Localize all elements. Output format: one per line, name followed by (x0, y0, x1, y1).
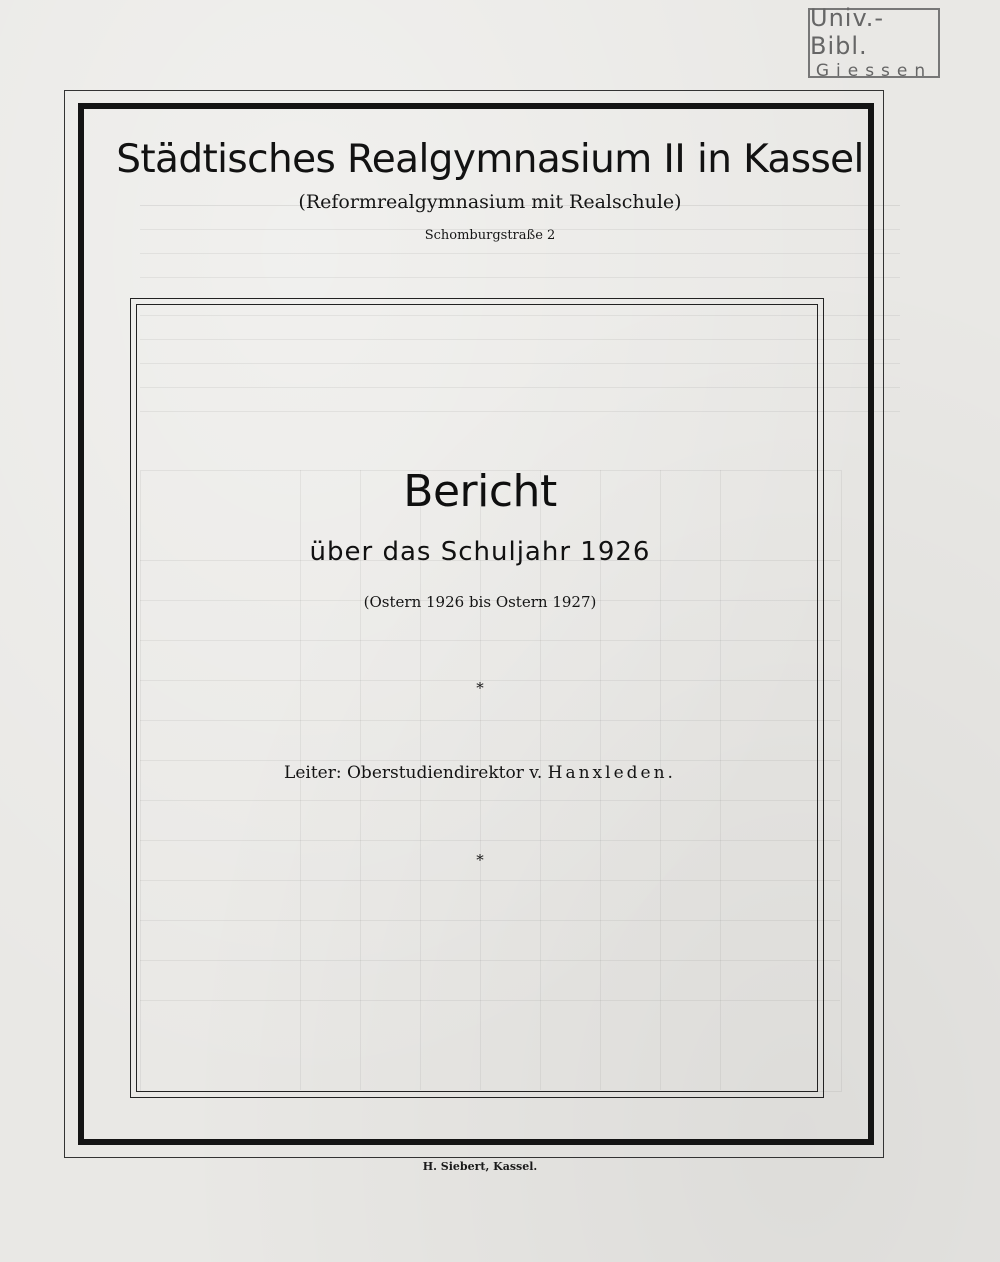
director-name: Hanxleden. (547, 763, 676, 783)
star-ornament-top: * (476, 679, 484, 697)
director-label: Leiter: (284, 763, 342, 783)
school-address: Schomburgstraße 2 (424, 228, 556, 243)
director-line (90, 760, 870, 786)
report-subtitle: über das Schuljahr 1926 (309, 537, 651, 567)
report-period: (Ostern 1926 bis Ostern 1927) (363, 593, 597, 611)
director-title: Oberstudiendirektor v. (347, 763, 543, 783)
printer-imprint: H. Siebert, Kassel. (422, 1160, 538, 1173)
school-name-heading: Städtisches Realgymnasium II in Kassel (116, 137, 864, 182)
school-type-subtitle: (Reformrealgymnasium mit Realschule) (298, 191, 682, 213)
stamp-line-1: Univ.-Bibl. (810, 4, 885, 60)
inner-double-border-inner (136, 304, 818, 1092)
stamp-line-2: Giessen (815, 61, 933, 81)
library-stamp (808, 4, 940, 81)
report-title: Bericht (403, 466, 557, 517)
star-ornament-bottom: * (476, 851, 484, 869)
